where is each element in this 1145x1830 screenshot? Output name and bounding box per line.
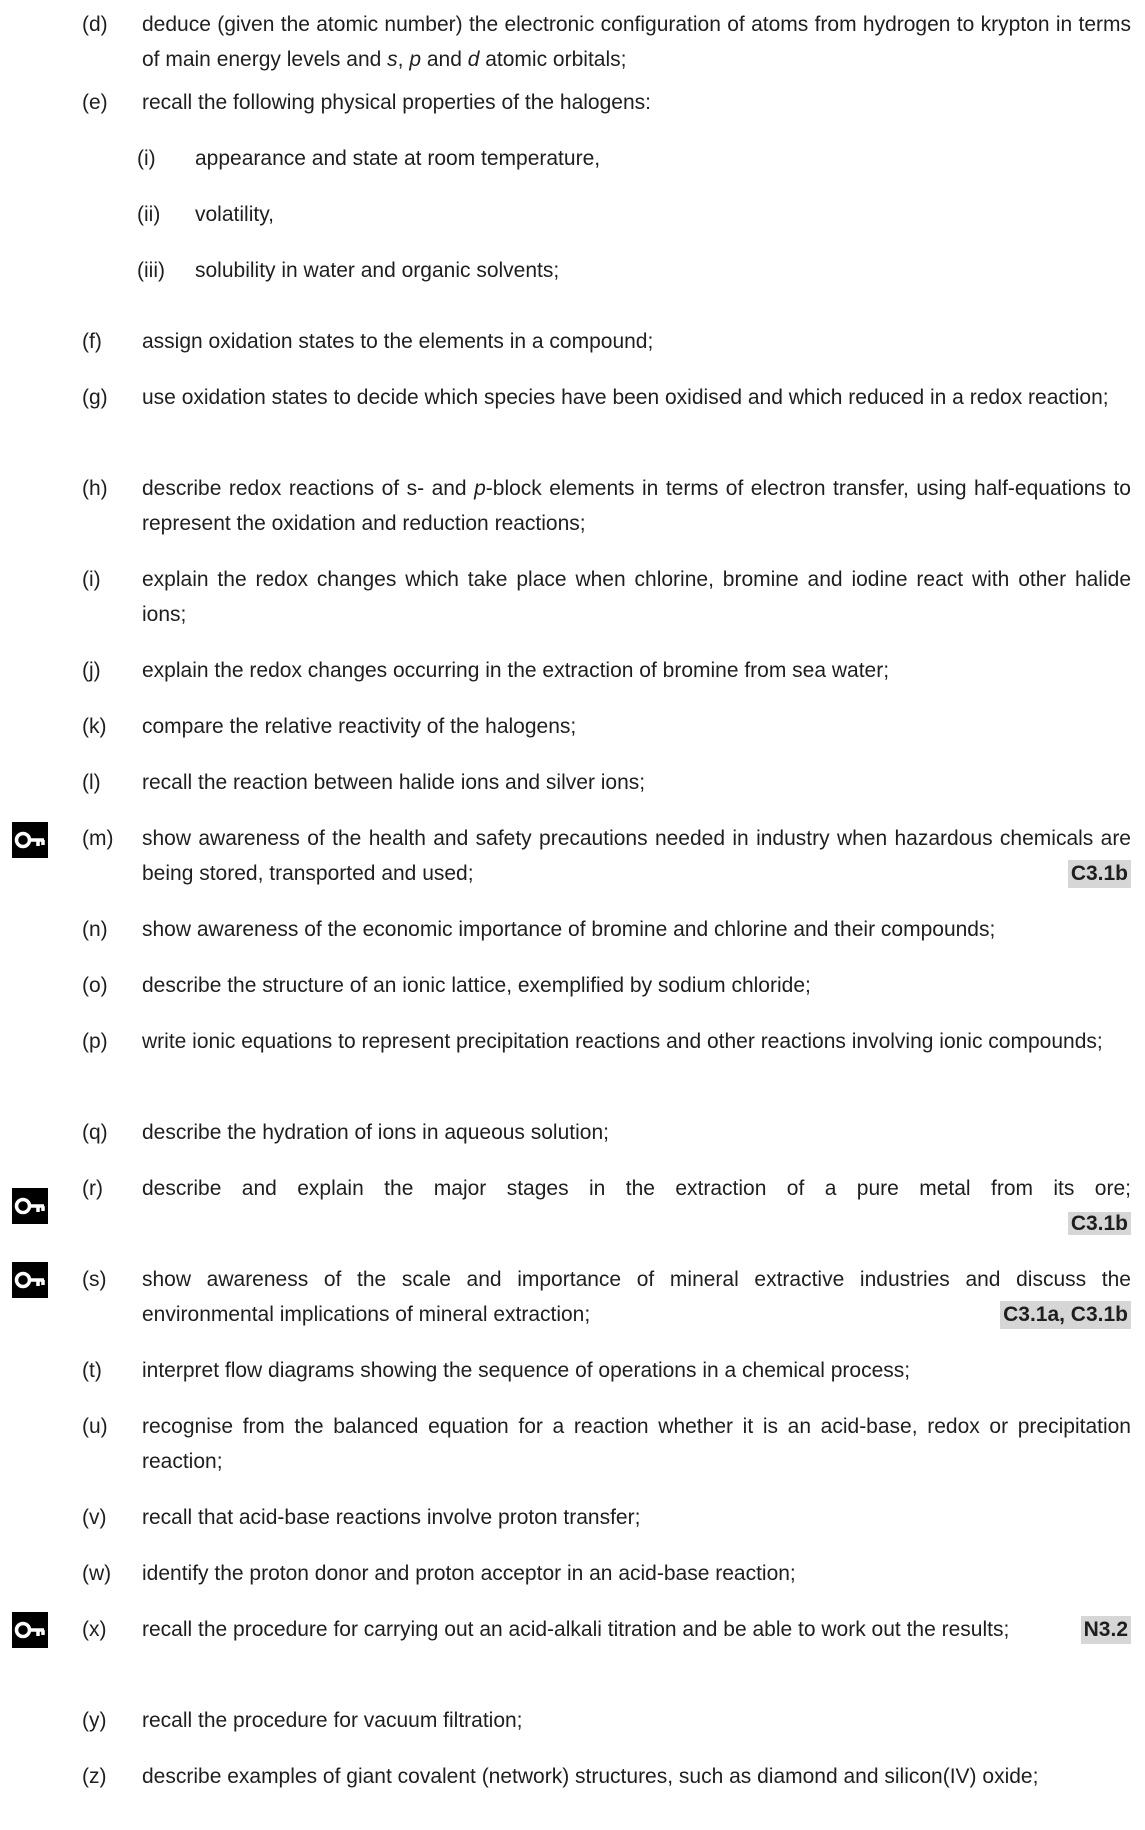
item-label: (o) [82, 974, 108, 997]
key-skill-icon [12, 1188, 48, 1224]
item-text: describe examples of giant covalent (network) structures, such as diamond and silicon(IV) oxide; [142, 1765, 1039, 1788]
item-text: deduce (given the atomic number) the electronic configuration of atoms from hydrogen to krypton in terms of main energy levels and s, p and d atomic orbitals; [142, 13, 1131, 71]
item-text: explain the redox changes occurring in the extraction of bromine from sea water; [142, 659, 890, 682]
item-label: (p) [82, 1030, 108, 1053]
item-text: show awareness of the scale and importance of mineral extractive industries and discuss the environmental implications of mineral extraction; C3.1a, C3.1b [142, 1263, 1131, 1332]
key-skill-icon [12, 1262, 48, 1298]
item-label: (s) [82, 1268, 107, 1291]
item-text: identify the proton donor and proton acceptor in an acid-base reaction; [142, 1562, 796, 1585]
item-text: use oxidation states to decide which species have been oxidised and which reduced in a redox reaction; [142, 386, 1109, 409]
item-label: (u) [82, 1415, 108, 1438]
item-text: compare the relative reactivity of the halogens; [142, 715, 577, 738]
item-text: assign oxidation states to the elements in a compound; [142, 330, 654, 353]
key-skill-icon [12, 822, 48, 858]
item-text: recall the procedure for carrying out an acid-alkali titration and be able to work out the results; N3.2 [142, 1613, 1131, 1648]
item-text: solubility in water and organic solvents; [195, 259, 560, 282]
item-label: (x) [82, 1618, 107, 1641]
item-text: explain the redox changes which take place when chlorine, bromine and iodine react with other halide ions; [142, 568, 1131, 626]
item-text: recall that acid-base reactions involve proton transfer; [142, 1506, 641, 1529]
item-text: show awareness of the economic importance of bromine and chlorine and their compounds; [142, 918, 996, 941]
item-label: (f) [82, 330, 102, 353]
key-skill-code: C3.1a, C3.1b [1000, 1301, 1131, 1329]
item-text: recall the reaction between halide ions and silver ions; [142, 771, 646, 794]
item-label: (i) [137, 147, 156, 170]
item-text: recall the procedure for vacuum filtration; [142, 1709, 523, 1732]
item-label: (q) [82, 1121, 108, 1144]
item-label: (t) [82, 1359, 102, 1382]
item-label: (v) [82, 1506, 107, 1529]
item-text: describe the hydration of ions in aqueous solution; [142, 1121, 609, 1144]
item-label: (l) [82, 771, 101, 794]
item-text: recall the following physical properties of the halogens: [142, 91, 651, 114]
item-label: (i) [82, 568, 101, 591]
item-text: show awareness of the health and safety precautions needed in industry when hazardous chemicals are being stored, transported and used; C3.1b [142, 822, 1131, 891]
item-label: (e) [82, 91, 108, 114]
item-label: (d) [82, 13, 108, 36]
item-text: volatility, [195, 203, 274, 226]
item-label: (iii) [137, 259, 165, 282]
item-label: (r) [82, 1177, 103, 1200]
item-text: describe the structure of an ionic lattice, exemplified by sodium chloride; [142, 974, 811, 997]
item-label: (w) [82, 1562, 112, 1585]
item-label: (k) [82, 715, 107, 738]
item-label: (m) [82, 827, 114, 850]
item-text: describe redox reactions of s- and p-block elements in terms of electron transfer, using half-equations to represent the oxidation and reduction reactions; [142, 477, 1131, 535]
item-label: (ii) [137, 203, 161, 226]
item-label: (y) [82, 1709, 107, 1732]
item-label: (z) [82, 1765, 107, 1788]
item-label: (j) [82, 659, 101, 682]
item-text: describe and explain the major stages in the extraction of a pure metal from its ore; C3.1b [142, 1177, 1131, 1235]
key-skill-code: C3.1b [1068, 1212, 1131, 1235]
item-label: (g) [82, 386, 108, 409]
item-text: write ionic equations to represent precipitation reactions and other reactions involving ionic compounds; [142, 1030, 1103, 1053]
key-skill-code: C3.1b [1068, 860, 1131, 888]
key-skill-code: N3.2 [1081, 1616, 1131, 1644]
key-skill-icon [12, 1612, 48, 1648]
item-text: interpret flow diagrams showing the sequence of operations in a chemical process; [142, 1359, 911, 1382]
item-text: appearance and state at room temperature, [195, 147, 601, 170]
item-label: (h) [82, 477, 108, 500]
item-label: (n) [82, 918, 108, 941]
item-text: recognise from the balanced equation for a reaction whether it is an acid-base, redox or precipitation reaction; [142, 1415, 1131, 1473]
